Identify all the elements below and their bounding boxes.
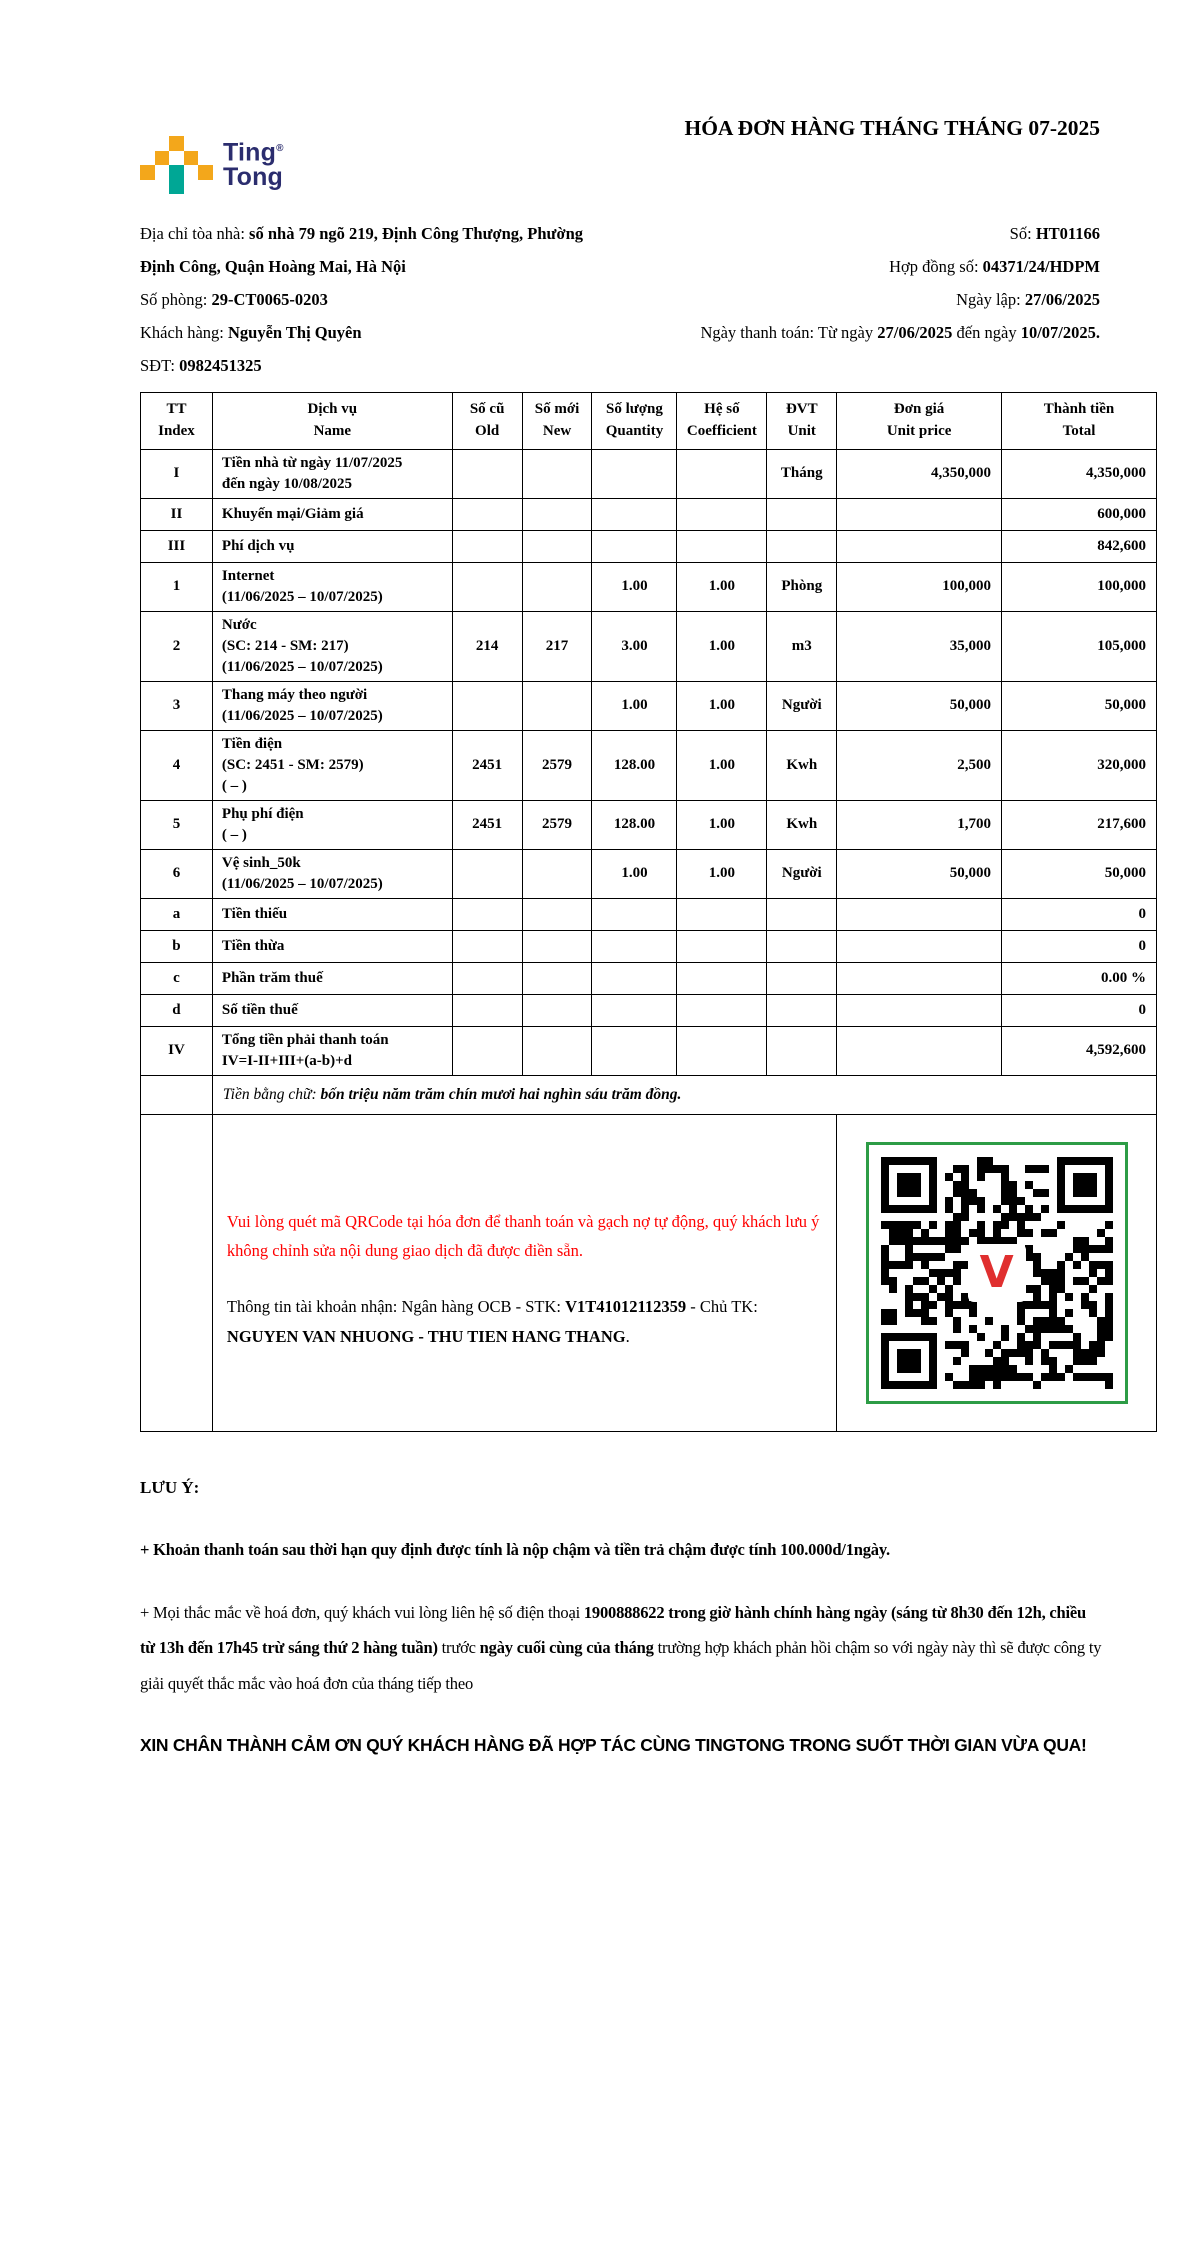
info-line [700, 316, 1100, 349]
column-header: Hệ số Coefficient [677, 393, 767, 450]
table-row-I [141, 449, 1157, 498]
cell-name: Khuyến mại/Giảm giá [212, 498, 452, 530]
cell-unit: Người [767, 849, 837, 898]
cell-index: 2 [141, 611, 213, 681]
cell-old [452, 562, 522, 611]
tingtong-logo [140, 136, 284, 195]
text-run: Ngày thanh toán: Từ ngày [700, 323, 878, 342]
invoice-table [140, 392, 1157, 1432]
logo-pixel [169, 165, 184, 180]
cell-new [522, 962, 592, 994]
text-run: XIN CHÂN THÀNH CẢM ƠN QUÝ KHÁCH HÀNG ĐÃ HỢP TÁC CÙNG TINGTONG TRONG SUỐT THỜI GIAN VỪA QUA! [140, 1735, 1087, 1756]
table-row-5 [141, 800, 1157, 849]
cell-total: 0 [1002, 994, 1157, 1026]
column-header: Số lượng Quantity [592, 393, 677, 450]
cell-coef: 1.00 [677, 681, 767, 730]
cell-old: 2451 [452, 800, 522, 849]
cell-new [522, 994, 592, 1026]
text-run: + Khoản thanh toán sau thời hạn quy định được tính là nộp chậm và tiền trả chậm được tính 100.000d/1ngày. [140, 1539, 890, 1559]
cell-price [837, 498, 1002, 530]
cell-old: 2451 [452, 730, 522, 800]
table-row-6 [141, 849, 1157, 898]
cell-name: Thang máy theo người (11/06/2025 – 10/07/2025) [212, 681, 452, 730]
bank-account-info [227, 1292, 822, 1353]
cell-name: Tiền thiếu [212, 898, 452, 930]
text-run: Nguyễn Thị Quyên [227, 323, 362, 342]
cell-unit: Người [767, 681, 837, 730]
column-header: Dịch vụ Name [212, 393, 452, 450]
cell-total: 4,592,600 [1002, 1026, 1157, 1075]
cell-name: Phần trăm thuế [212, 962, 452, 994]
cell-coef [677, 930, 767, 962]
cell-total: 4,350,000 [1002, 449, 1157, 498]
cell-index: c [141, 962, 213, 994]
cell-price [837, 898, 1002, 930]
info-line [140, 283, 598, 316]
text-run: 27/06/2025 [877, 323, 953, 342]
text-run: Hợp đồng số: [889, 257, 983, 276]
cell-new [522, 898, 592, 930]
cell-new [522, 849, 592, 898]
text-run: Số: [1009, 224, 1036, 243]
table-row-b [141, 930, 1157, 962]
table-header [141, 393, 1157, 450]
footer-notes [140, 1532, 1102, 1702]
cell-price [837, 930, 1002, 962]
cell-price [837, 962, 1002, 994]
text-run: trước [437, 1638, 480, 1658]
cell-total: 105,000 [1002, 611, 1157, 681]
amount-in-words-row [141, 1075, 1157, 1114]
footer-heading: LƯU Ý: [140, 1477, 200, 1497]
cell-index: 5 [141, 800, 213, 849]
cell-new [522, 930, 592, 962]
cell-price [837, 1026, 1002, 1075]
qr-code-cell [837, 1114, 1157, 1431]
table-row-1 [141, 562, 1157, 611]
cell-price: 100,000 [837, 562, 1002, 611]
cell-coef: 1.00 [677, 849, 767, 898]
cell-qty: 1.00 [592, 562, 677, 611]
text-run: đến ngày [952, 323, 1021, 342]
header [140, 114, 1157, 195]
cell-price [837, 994, 1002, 1026]
text-run: - Chủ TK: [686, 1296, 758, 1316]
logo-pixel [140, 165, 155, 180]
table-row-c [141, 962, 1157, 994]
table-row-4 [141, 730, 1157, 800]
column-header: Số mới New [522, 393, 592, 450]
cell-name: Vệ sinh_50k (11/06/2025 – 10/07/2025) [212, 849, 452, 898]
cell-old [452, 898, 522, 930]
text-run: NGUYEN VAN NHUONG - THU TIEN HANG THANG [226, 1327, 626, 1347]
cell-qty [592, 449, 677, 498]
logo-pixel [169, 180, 184, 195]
cell-total: 217,600 [1002, 800, 1157, 849]
cell-total: 50,000 [1002, 681, 1157, 730]
logo-pixel [169, 136, 184, 151]
cell-unit: Kwh [767, 730, 837, 800]
cell-coef: 1.00 [677, 611, 767, 681]
cell-total: 50,000 [1002, 849, 1157, 898]
cell-old [452, 530, 522, 562]
cell-coef [677, 994, 767, 1026]
info-section [140, 217, 1157, 382]
qr-payment-notice: Vui lòng quét mã QRCode tại hóa đơn để thanh toán và gạch nợ tự động, quý khách lưu ý không chỉnh sửa nội dung giao dịch đã được điền sẵn. [226, 1211, 820, 1261]
cell-old [452, 994, 522, 1026]
cell-coef [677, 898, 767, 930]
logo-pixel [155, 151, 170, 166]
cell-price: 2,500 [837, 730, 1002, 800]
info-left [140, 217, 598, 382]
footer [140, 1478, 1157, 1762]
registered-mark: ® [276, 143, 284, 154]
text-run: Khách hàng: [140, 323, 228, 342]
payment-qr-row [141, 1114, 1157, 1431]
cell-coef [677, 530, 767, 562]
cell-qty [592, 962, 677, 994]
cell-index: 1 [141, 562, 213, 611]
cell-unit [767, 898, 837, 930]
cell-index: III [141, 530, 213, 562]
cell-index: IV [141, 1026, 213, 1075]
cell-coef: 1.00 [677, 800, 767, 849]
cell-name: Internet (11/06/2025 – 10/07/2025) [212, 562, 452, 611]
cell-empty [141, 1075, 213, 1114]
cell-name: Phụ phí điện ( – ) [212, 800, 452, 849]
invoice-title: HÓA ĐƠN HÀNG THÁNG THÁNG 07-2025 [684, 116, 1100, 140]
text-run: Thông tin tài khoản nhận: Ngân hàng OCB - STK: [226, 1296, 566, 1316]
qr-code-frame [866, 1142, 1128, 1404]
cell-name: Tổng tiền phải thanh toán IV=I-II+III+(a-b)+d [212, 1026, 452, 1075]
cell-new: 217 [522, 611, 592, 681]
cell-qty [592, 1026, 677, 1075]
cell-price: 4,350,000 [837, 449, 1002, 498]
cell-new: 2579 [522, 800, 592, 849]
cell-qty: 3.00 [592, 611, 677, 681]
cell-new [522, 1026, 592, 1075]
cell-index: b [141, 930, 213, 962]
qr-center-v-logo: V [968, 1244, 1026, 1302]
wordmark-ting: Ting [223, 138, 277, 167]
tingtong-logo-icon [140, 136, 213, 195]
text-run: SĐT: [140, 356, 180, 375]
table-row-III [141, 530, 1157, 562]
text-run: Địa chỉ tòa nhà: [140, 224, 250, 243]
cell-qty: 128.00 [592, 730, 677, 800]
cell-new [522, 562, 592, 611]
cell-qty [592, 994, 677, 1026]
wordmark-tong: Tong [223, 163, 284, 192]
invoice-content [140, 0, 1157, 1762]
table-row-d [141, 994, 1157, 1026]
payment-instructions-cell [212, 1114, 836, 1431]
text-run: 04371/24/HDPM [982, 257, 1100, 276]
cell-coef [677, 449, 767, 498]
cell-new [522, 498, 592, 530]
amount-in-words-label: Tiền bằng chữ: [222, 1085, 321, 1103]
wordmark-line1 [223, 136, 284, 165]
cell-name: Tiền nhà từ ngày 11/07/2025 đến ngày 10/08/2025 [212, 449, 452, 498]
text-run: Ngày lập: [956, 290, 1025, 309]
cell-total: 320,000 [1002, 730, 1157, 800]
cell-qty: 128.00 [592, 800, 677, 849]
info-line [140, 217, 598, 283]
column-header: Thành tiền Total [1002, 393, 1157, 450]
cell-unit [767, 530, 837, 562]
cell-name: Số tiền thuế [212, 994, 452, 1026]
cell-unit [767, 498, 837, 530]
footer-thanks [140, 1729, 1102, 1761]
table-row-2 [141, 611, 1157, 681]
info-line [700, 283, 1100, 316]
cell-name: Phí dịch vụ [212, 530, 452, 562]
text-run: 10/07/2025. [1020, 323, 1100, 342]
cell-index: II [141, 498, 213, 530]
cell-price [837, 530, 1002, 562]
text-run: số nhà 79 ngõ 219, Định Công Thượng, Phường Định Công, Quận Hoàng Mai, Hà Nội [140, 224, 584, 276]
amount-in-words-cell [212, 1075, 1156, 1114]
cell-price: 50,000 [837, 681, 1002, 730]
cell-name: Nước (SC: 214 - SM: 217) (11/06/2025 – 10/07/2025) [212, 611, 452, 681]
cell-price: 50,000 [837, 849, 1002, 898]
logo-pixel [184, 151, 199, 166]
table-row-IV [141, 1026, 1157, 1075]
column-header: TT Index [141, 393, 213, 450]
cell-total: 0 [1002, 898, 1157, 930]
cell-new [522, 530, 592, 562]
cell-old [452, 449, 522, 498]
cell-coef: 1.00 [677, 730, 767, 800]
cell-new [522, 449, 592, 498]
text-run: 1900888622 trong giờ hành chính hàng ngày (sáng từ 8h30 đến 12h, chiều từ 13h đến 17h45 trừ sáng thứ 2 hàng tuần) [140, 1602, 1087, 1658]
cell-coef [677, 498, 767, 530]
cell-index: a [141, 898, 213, 930]
info-line [700, 217, 1100, 250]
cell-old [452, 962, 522, 994]
table-row-3 [141, 681, 1157, 730]
column-header: Đơn giá Unit price [837, 393, 1002, 450]
text-run: Số phòng: [140, 290, 212, 309]
text-run: 29-CT0065-0203 [211, 290, 328, 309]
cell-total: 0.00 % [1002, 962, 1157, 994]
cell-new [522, 681, 592, 730]
cell-name: Tiền điện (SC: 2451 - SM: 2579) ( – ) [212, 730, 452, 800]
cell-qty [592, 930, 677, 962]
table-header-row [141, 393, 1157, 450]
cell-index: I [141, 449, 213, 498]
cell-index: 3 [141, 681, 213, 730]
cell-new: 2579 [522, 730, 592, 800]
cell-index: 6 [141, 849, 213, 898]
cell-index: d [141, 994, 213, 1026]
table-row-II [141, 498, 1157, 530]
cell-old: 214 [452, 611, 522, 681]
footer-note [140, 1532, 1102, 1567]
cell-coef [677, 1026, 767, 1075]
text-run: 0982451325 [179, 356, 262, 375]
cell-price: 1,700 [837, 800, 1002, 849]
info-line [140, 316, 598, 349]
cell-old [452, 930, 522, 962]
cell-old [452, 498, 522, 530]
column-header: ĐVT Unit [767, 393, 837, 450]
cell-qty: 1.00 [592, 681, 677, 730]
cell-unit [767, 994, 837, 1026]
cell-old [452, 681, 522, 730]
text-run: + Mọi thắc mắc về hoá đơn, quý khách vui lòng liên hệ số điện thoại [140, 1602, 584, 1622]
amount-in-words-value: bốn triệu năm trăm chín mươi hai nghìn sáu trăm đồng. [320, 1085, 682, 1103]
cell-unit: Phòng [767, 562, 837, 611]
cell-unit: Kwh [767, 800, 837, 849]
cell-unit [767, 930, 837, 962]
cell-qty [592, 530, 677, 562]
info-right [700, 217, 1157, 382]
cell-total: 842,600 [1002, 530, 1157, 562]
cell-qty: 1.00 [592, 849, 677, 898]
cell-empty [141, 1114, 213, 1431]
cell-old [452, 849, 522, 898]
cell-unit [767, 1026, 837, 1075]
table-row-a [141, 898, 1157, 930]
text-run: HT01166 [1035, 224, 1100, 243]
cell-qty [592, 898, 677, 930]
info-line [140, 349, 598, 382]
text-run: V1T41012112359 [565, 1296, 687, 1316]
info-line [700, 250, 1100, 283]
text-run: . [625, 1327, 630, 1347]
cell-qty [592, 498, 677, 530]
table-body [141, 449, 1157, 1431]
cell-total: 600,000 [1002, 498, 1157, 530]
footer-note [140, 1595, 1102, 1701]
cell-old [452, 1026, 522, 1075]
cell-price: 35,000 [837, 611, 1002, 681]
cell-unit [767, 962, 837, 994]
cell-coef [677, 962, 767, 994]
logo-pixel [198, 165, 213, 180]
cell-unit: m3 [767, 611, 837, 681]
cell-name: Tiền thừa [212, 930, 452, 962]
cell-total: 100,000 [1002, 562, 1157, 611]
text-run: ngày cuối cùng của tháng [479, 1638, 654, 1658]
cell-coef: 1.00 [677, 562, 767, 611]
text-run: 27/06/2025 [1024, 290, 1100, 309]
tingtong-wordmark [223, 136, 284, 195]
cell-unit: Tháng [767, 449, 837, 498]
column-header: Số cũ Old [452, 393, 522, 450]
cell-index: 4 [141, 730, 213, 800]
cell-total: 0 [1002, 930, 1157, 962]
text-run: trường hợp khách phản hồi chậm so với ngày này thì sẽ được công ty giải quyết thắc mắc vào hoá đơn của tháng tiếp theo [140, 1638, 1102, 1693]
